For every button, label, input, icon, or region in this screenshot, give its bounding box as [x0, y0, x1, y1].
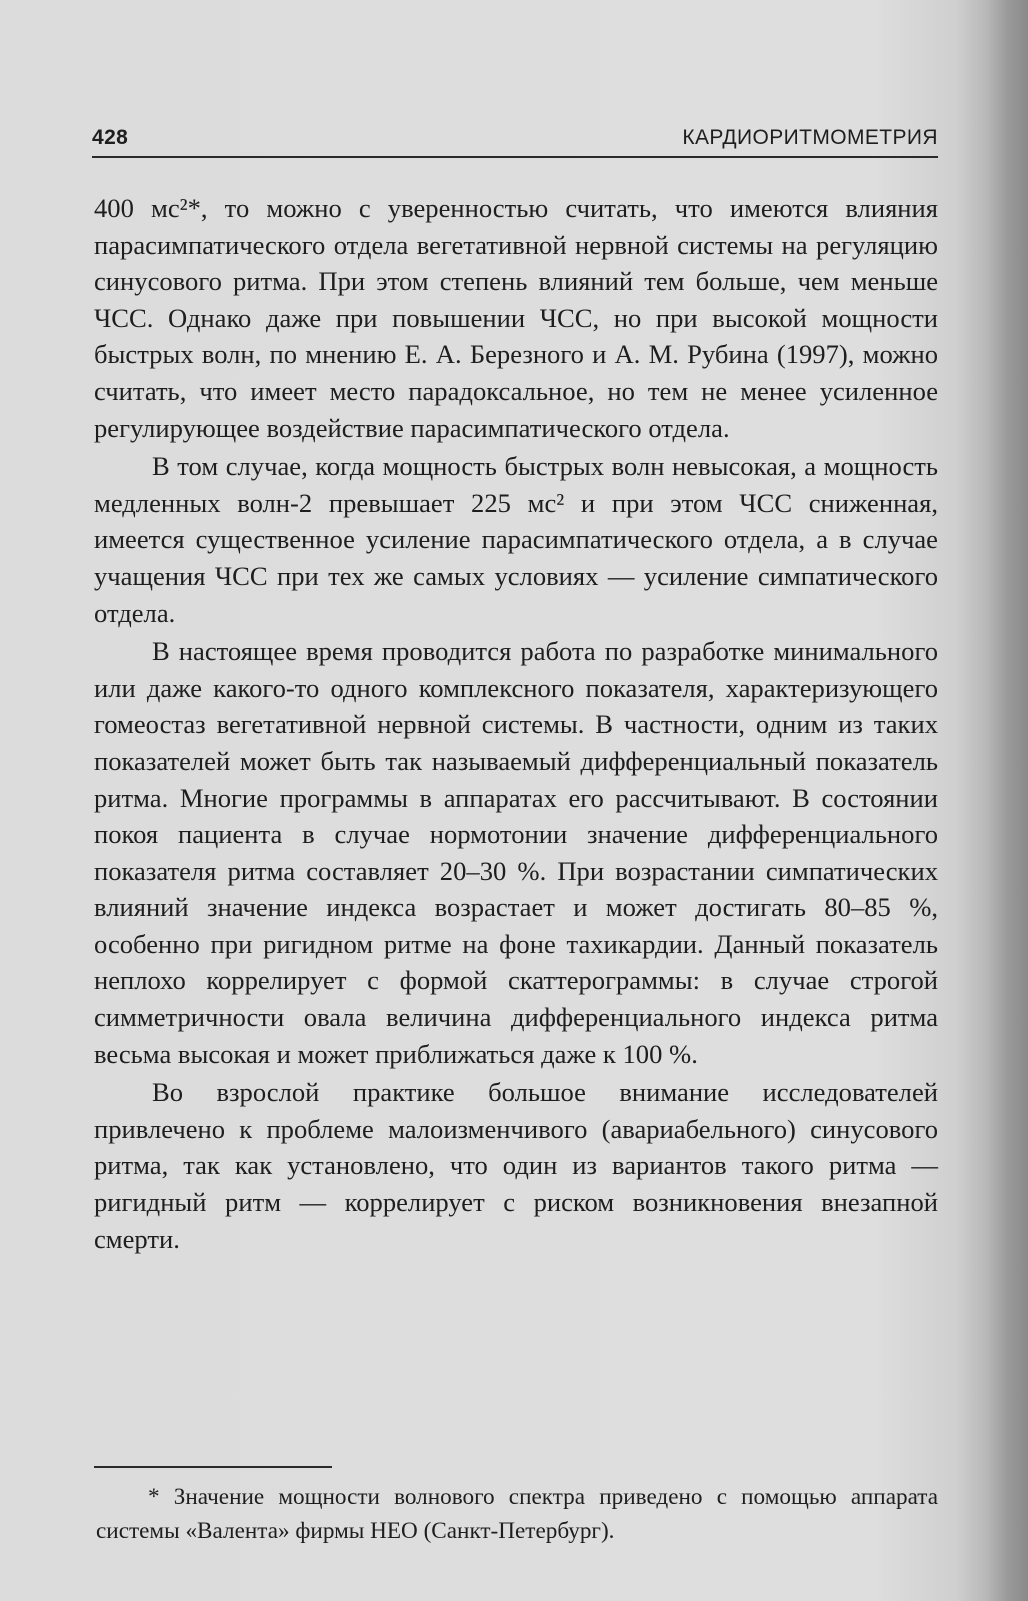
footnote-rule: [94, 1466, 332, 1468]
paragraph-3: В настоящее время проводится работа по разработке минимального или даже какого-то одного комплексного показателя, характеризующего гомеостаз вегетативной нервной системы. В частности, одним из таких показателей может быть так называемый дифференциальный показатель ритма. Многие программы в аппаратах его рассчитывают. В состоянии покоя пациента в случае нормотонии значение дифференциального показателя ритма составляет 20–30 %. При возрастании симпатических влияний значение индекса возрастает и может достигать 80–85 %, особенно при ригидном ритме на фоне тахикардии. Данный показатель неплохо коррелирует с формой скаттерограммы: в случае строгой симметричности овала величина дифференциального индекса ритма весьма высокая и может приближаться даже к 100 %.: [94, 636, 938, 1069]
body-text: [94, 190, 938, 1259]
page-number: 428: [92, 126, 129, 149]
paragraph-1: 400 мс²*, то можно с уверенностью считать, что имеются влияния парасимпатического отдела вегетативной нервной системы на регуляцию синусового ритма. При этом степень влияний тем больше, чем меньше ЧСС. Однако даже при повышении ЧСС, но при высокой мощности быстрых волн, по мнению Е. А. Березного и А. М. Рубина (1997), можно считать, что имеет место парадоксальное, но тем не менее усиленное регулирующее воздействие парасимпатического отдела.: [94, 193, 938, 443]
running-header: [92, 118, 938, 158]
paragraph-2: В том случае, когда мощность быстрых волн невысокая, а мощность медленных волн-2 превышает 225 мс² и при этом ЧСС сниженная, имеется существенное усиление парасимпатического отдела, а в случае учащения ЧСС при тех же самых условиях — усиление симпатического отдела.: [94, 451, 938, 628]
paragraph-4: Во взрослой практике большое внимание исследователей привлечено к проблеме малоизменчивого (авариабельного) синусового ритма, так как установлено, что один из вариантов такого ритма — ригидный ритм — коррелирует с риском возникновения внезапной смерти.: [94, 1077, 938, 1254]
footnote: * Значение мощности волнового спектра приведено с помощью аппарата системы «Валента» фирмы НЕО (Санкт-Петербург).: [96, 1484, 938, 1544]
running-title: КАРДИОРИТМОМЕТРИЯ: [682, 126, 938, 149]
